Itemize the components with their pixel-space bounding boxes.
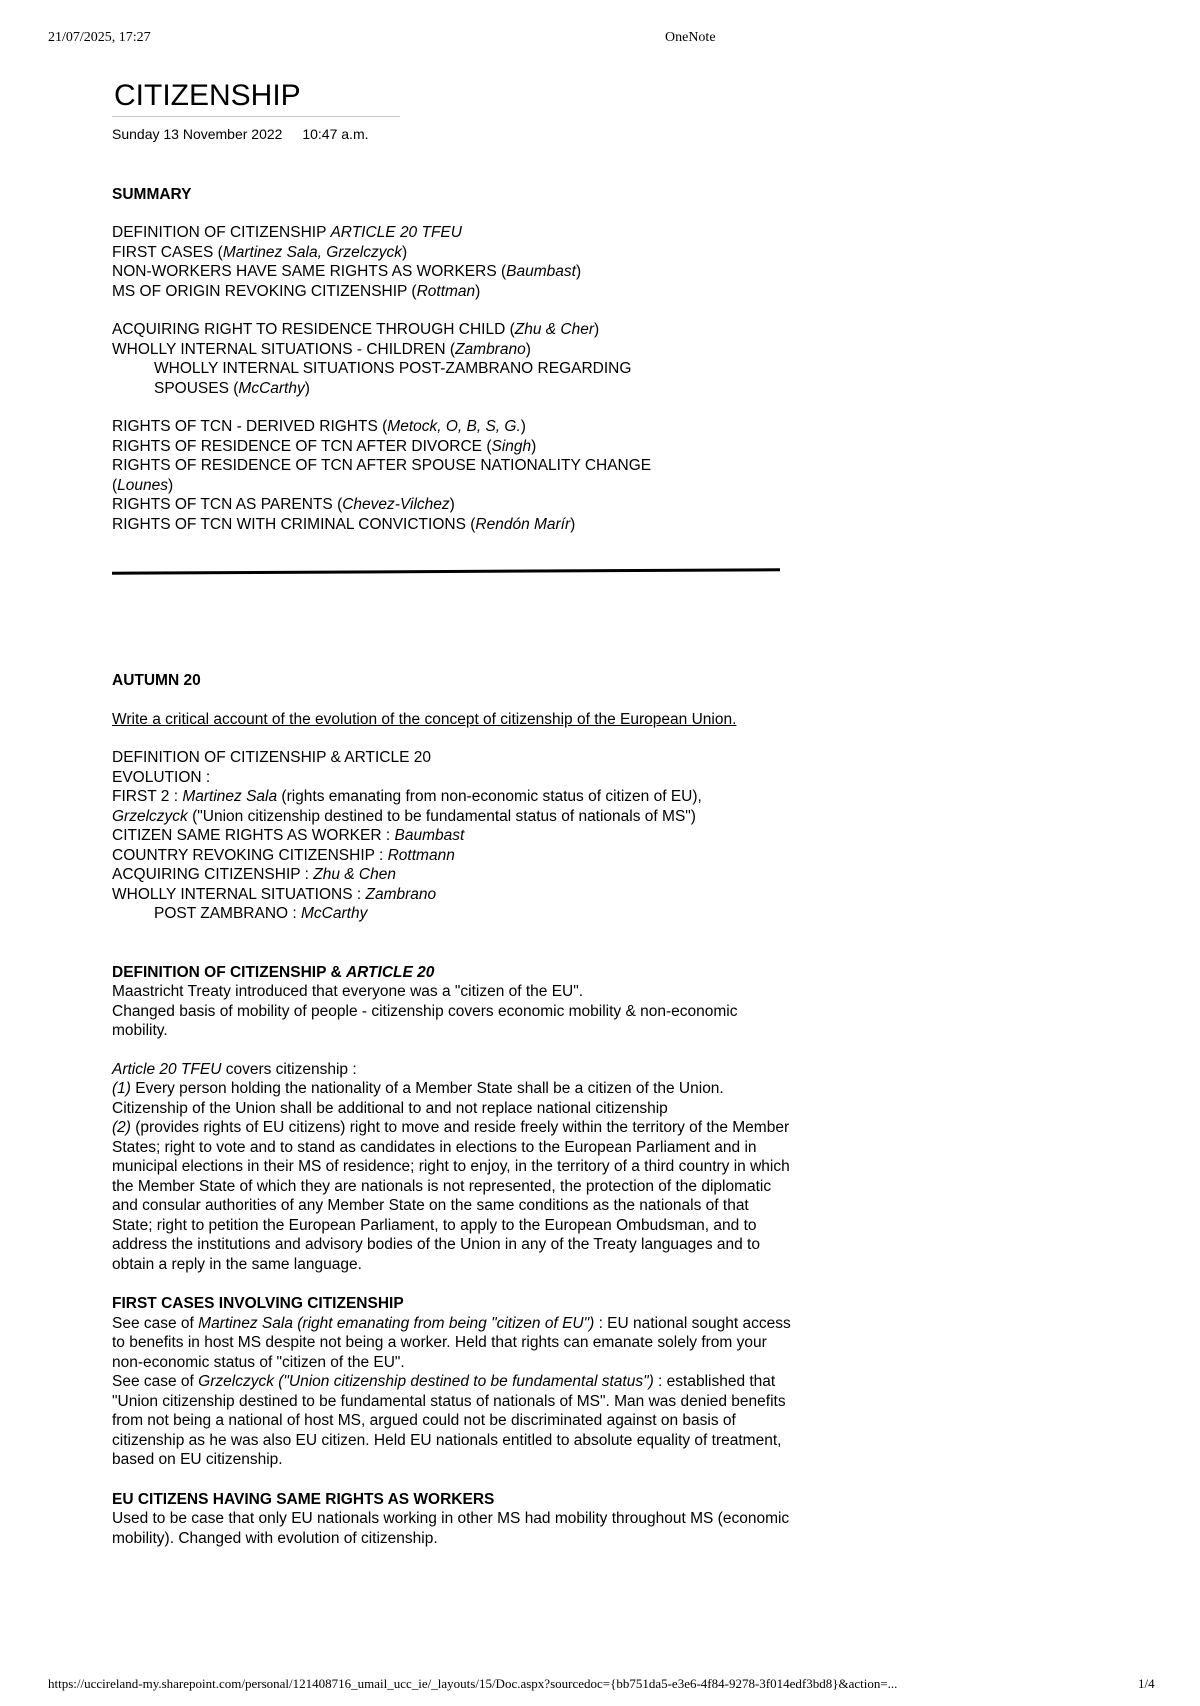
text-line: ) [531, 437, 537, 455]
text-line: ) [168, 476, 174, 494]
case-name: (1) [112, 1080, 131, 1097]
case-name: Rottmann [387, 846, 455, 864]
summary-group-2 [112, 320, 792, 398]
text-line: ACQUIRING RIGHT TO RESIDENCE THROUGH CHILD ( [112, 321, 515, 338]
article-clause-2 [112, 1118, 792, 1274]
summary-line [112, 340, 792, 360]
text-line: COUNTRY REVOKING CITIZENSHIP : [112, 846, 388, 864]
summary-line-indented: WHOLLY INTERNAL SITUATIONS POST-ZAMBRANO REGARDING [154, 360, 632, 377]
text-line [112, 826, 792, 846]
text-line: (provides rights of EU citizens) right to move and reside freely within the territory of the Member States; right to vote and to stand as candidates in elections to the European Parliament and in municipal elections in their MS of residence; right to enjoy, in the territory of a third country in which the Member State of which they are nationals is not represented, the protection of the diplomatic and consular authorities of any Member State on the same conditions as the nationals of that State; right to petition the European Parliament, to apply to the European Ombudsman, and to address the institutions and advisory bodies of the Union in any of the Treaty languages and to obtain a reply in the same language. [112, 1119, 790, 1273]
case-name: Rendón Marír [475, 515, 571, 533]
text-line [112, 787, 792, 807]
text-line [112, 807, 792, 827]
summary-line [112, 282, 792, 302]
text-line: DEFINITION OF CITIZENSHIP & [112, 963, 346, 981]
text-line: Every person holding the nationality of a Member State shall be a citizen of the Union. Citizenship of the Union shall be additional to and not replace national citizenship [112, 1080, 724, 1117]
summary-line [112, 437, 792, 457]
workers-heading: EU CITIZENS HAVING SAME RIGHTS AS WORKERS [112, 1490, 495, 1508]
text-line: See case of [112, 1373, 199, 1390]
autumn-heading: AUTUMN 20 [112, 672, 201, 689]
text-line: WHOLLY INTERNAL SITUATIONS : [112, 885, 366, 903]
case-name: (2) [112, 1119, 131, 1136]
workers-paragraph: Used to be case that only EU nationals working in other MS had mobility throughout MS (economic mobility). Changed with evolution of citizenship. [112, 1510, 790, 1547]
text-line: : EU national sought access to benefits in host MS despite not being a worker. Held that rights can emanate solely from your non-economic status of "citizen of the EU". [112, 1314, 791, 1371]
print-app-name: OneNote [665, 30, 716, 45]
text-line: ) [475, 282, 481, 300]
text-line: ) [520, 418, 526, 435]
summary-line [112, 262, 792, 282]
case-paragraph [112, 1372, 792, 1470]
definition-paragraph: Maastricht Treaty introduced that everyone was a "citizen of the EU". [112, 983, 584, 1000]
case-name: Rottman [416, 282, 476, 300]
summary-line [112, 476, 792, 496]
case-name: Martinez Sala, Grzelczyck [222, 243, 402, 261]
text-line: MS OF ORIGIN REVOKING CITIZENSHIP ( [112, 282, 417, 300]
case-name: Baumbast [506, 263, 576, 280]
case-name: ARTICLE 20 TFEU [330, 224, 462, 241]
case-name: Lounes [117, 476, 169, 494]
case-name: McCarthy [301, 905, 368, 922]
summary-line-indented [112, 379, 792, 399]
text-line: ) [594, 321, 600, 338]
definition-heading [112, 963, 792, 983]
text-line: EVOLUTION : [112, 768, 211, 786]
text-line: RIGHTS OF RESIDENCE OF TCN AFTER DIVORCE ( [112, 437, 492, 455]
case-name: McCarthy [238, 379, 305, 397]
text-line: ) [402, 243, 408, 261]
article-clause-1 [112, 1079, 792, 1118]
text-line: SPOUSES ( [154, 379, 239, 397]
text-line: ) [525, 340, 531, 358]
page-title[interactable]: CITIZENSHIP [114, 79, 301, 112]
text-line [112, 846, 792, 866]
text-line: ) [575, 263, 582, 280]
case-name: Singh [491, 437, 532, 455]
case-name: ARTICLE 20 [345, 963, 435, 981]
text-line [112, 904, 792, 924]
summary-group-3 [112, 417, 792, 534]
case-name: Grzelczyck ("Union citizenship destined to be fundamental status") [198, 1373, 654, 1390]
case-name: Baumbast [394, 827, 465, 844]
case-paragraph [112, 1314, 792, 1373]
text-line: CITIZEN SAME RIGHTS AS WORKER : [112, 827, 395, 844]
note-date: Sunday 13 November 2022 [112, 126, 283, 142]
text-line: RIGHTS OF TCN WITH CRIMINAL CONVICTIONS ( [112, 515, 476, 533]
text-line: ( [112, 476, 118, 494]
text-line [112, 885, 792, 905]
text-line: POST ZAMBRANO : [154, 905, 301, 922]
summary-line [112, 495, 792, 515]
summary-line [112, 417, 792, 437]
text-line: ACQUIRING CITIZENSHIP : [112, 866, 314, 883]
text-line: ) [304, 379, 310, 397]
case-name: Zhu & Chen [313, 866, 396, 883]
exam-question: Write a critical account of the evolution of the concept of citizenship of the European Union. [112, 710, 737, 728]
text-line: ("Union citizenship destined to be fundamental status of nationals of MS") [187, 807, 696, 825]
note-datetime [112, 125, 792, 145]
text-line: DEFINITION OF CITIZENSHIP & ARTICLE 20 [112, 749, 431, 766]
summary-heading: SUMMARY [112, 185, 192, 203]
text-line: covers citizenship : [221, 1060, 357, 1078]
text-line: See case of [112, 1314, 199, 1332]
case-name: Martinez Sala (right emanating from being "citizen of EU") [198, 1314, 595, 1332]
first-cases-heading: FIRST CASES INVOLVING CITIZENSHIP [112, 1295, 404, 1312]
text-line: WHOLLY INTERNAL SITUATIONS - CHILDREN ( [112, 340, 456, 358]
case-name: Grzelczyck [112, 807, 188, 825]
text-line: FIRST 2 : [112, 788, 183, 805]
case-name: Zambrano [455, 340, 526, 358]
summary-line [112, 515, 792, 535]
summary-line: RIGHTS OF RESIDENCE OF TCN AFTER SPOUSE NATIONALITY CHANGE [112, 457, 652, 474]
text-line: FIRST CASES ( [112, 243, 223, 261]
autumn-outline [112, 748, 792, 924]
case-name: Zhu & Cher [514, 321, 595, 338]
text-line: RIGHTS OF TCN - DERIVED RIGHTS ( [112, 418, 388, 435]
case-name: Metock, O, B, S, G. [387, 418, 521, 435]
article-intro [112, 1060, 792, 1080]
case-name: Article 20 TFEU [112, 1060, 222, 1078]
case-name: Zambrano [365, 885, 437, 903]
note-page [112, 78, 792, 1548]
case-name: Chevez-Vilchez [342, 496, 450, 513]
text-line: ) [449, 496, 455, 513]
summary-line [112, 223, 792, 243]
text-line: DEFINITION OF CITIZENSHIP [112, 224, 331, 241]
print-datetime: 21/07/2025, 17:27 [48, 30, 151, 45]
title-block [112, 78, 400, 117]
print-url[interactable]: https://uccireland-my.sharepoint.com/personal/121408716_umail_ucc_ie/_layouts/15/Doc.aspx?sourcedoc={bb751da5-e3e6-4f84-9278-3f014edf3bd8}&action=... [48, 1676, 898, 1691]
summary-line [112, 320, 792, 340]
text-line: ) [570, 515, 576, 533]
text-line: NON-WORKERS HAVE SAME RIGHTS AS WORKERS ( [112, 263, 507, 280]
definition-paragraph: Changed basis of mobility of people - citizenship covers economic mobility & non-economic mobility. [112, 1002, 738, 1039]
text-line: (rights emanating from non-economic status of citizen of EU), [277, 788, 702, 805]
note-time: 10:47 a.m. [302, 126, 369, 142]
text-line: : established that "Union citizenship destined to be fundamental status of nationals of MS". Man was denied benefits from not being a national of host MS, argued could not be discriminated against on basis of citizenship as he was also EU citizen. Held EU nationals entitled to absolute equality of treatment, based on EU citizenship. [112, 1373, 786, 1468]
case-name: Martinez Sala [182, 788, 278, 805]
print-footer [0, 1676, 1200, 1706]
summary-line [112, 243, 792, 263]
text-line [112, 865, 792, 885]
summary-group-1 [112, 223, 792, 301]
text-line: RIGHTS OF TCN AS PARENTS ( [112, 496, 343, 513]
print-header [0, 30, 1200, 50]
print-page-number: 1/4 [1138, 1676, 1155, 1691]
